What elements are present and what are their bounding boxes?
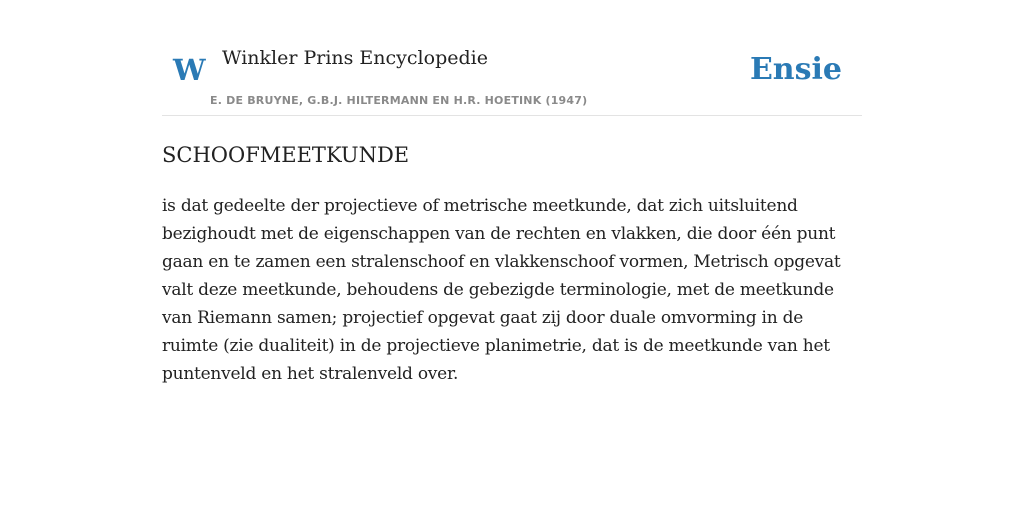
article-headword: SCHOOFMEETKUNDE	[162, 143, 410, 167]
article-body: is dat gedeelte der projectieve of metrische meetkunde, dat zich uitsluitend bezighoudt met de eigenschappen van de rechten en vlakken, die door één punt gaan en te zamen een stralenschoof en vlakkenschoof vormen, Metrisch opgevat valt deze meetkunde, behoudens de gebezigde terminologie, met de meetkunde van Riemann samen; projectief opgevat gaat zij door duale omvorming in de ruimte (zie dualiteit) in de projectieve planimetrie, dat is de meetkunde van het puntenveld en het stralenveld over.	[162, 196, 841, 384]
publication-title[interactable]: Winkler Prins Encyclopedie	[222, 47, 488, 69]
publication-authors: E. DE BRUYNE, G.B.J. HILTERMANN EN H.R. HOETINK (1947)	[210, 94, 588, 107]
ensie-logo[interactable]: Ensie	[749, 52, 842, 87]
winkler-prins-logo[interactable]: W	[173, 53, 206, 87]
encyclopedia-header	[162, 40, 862, 116]
